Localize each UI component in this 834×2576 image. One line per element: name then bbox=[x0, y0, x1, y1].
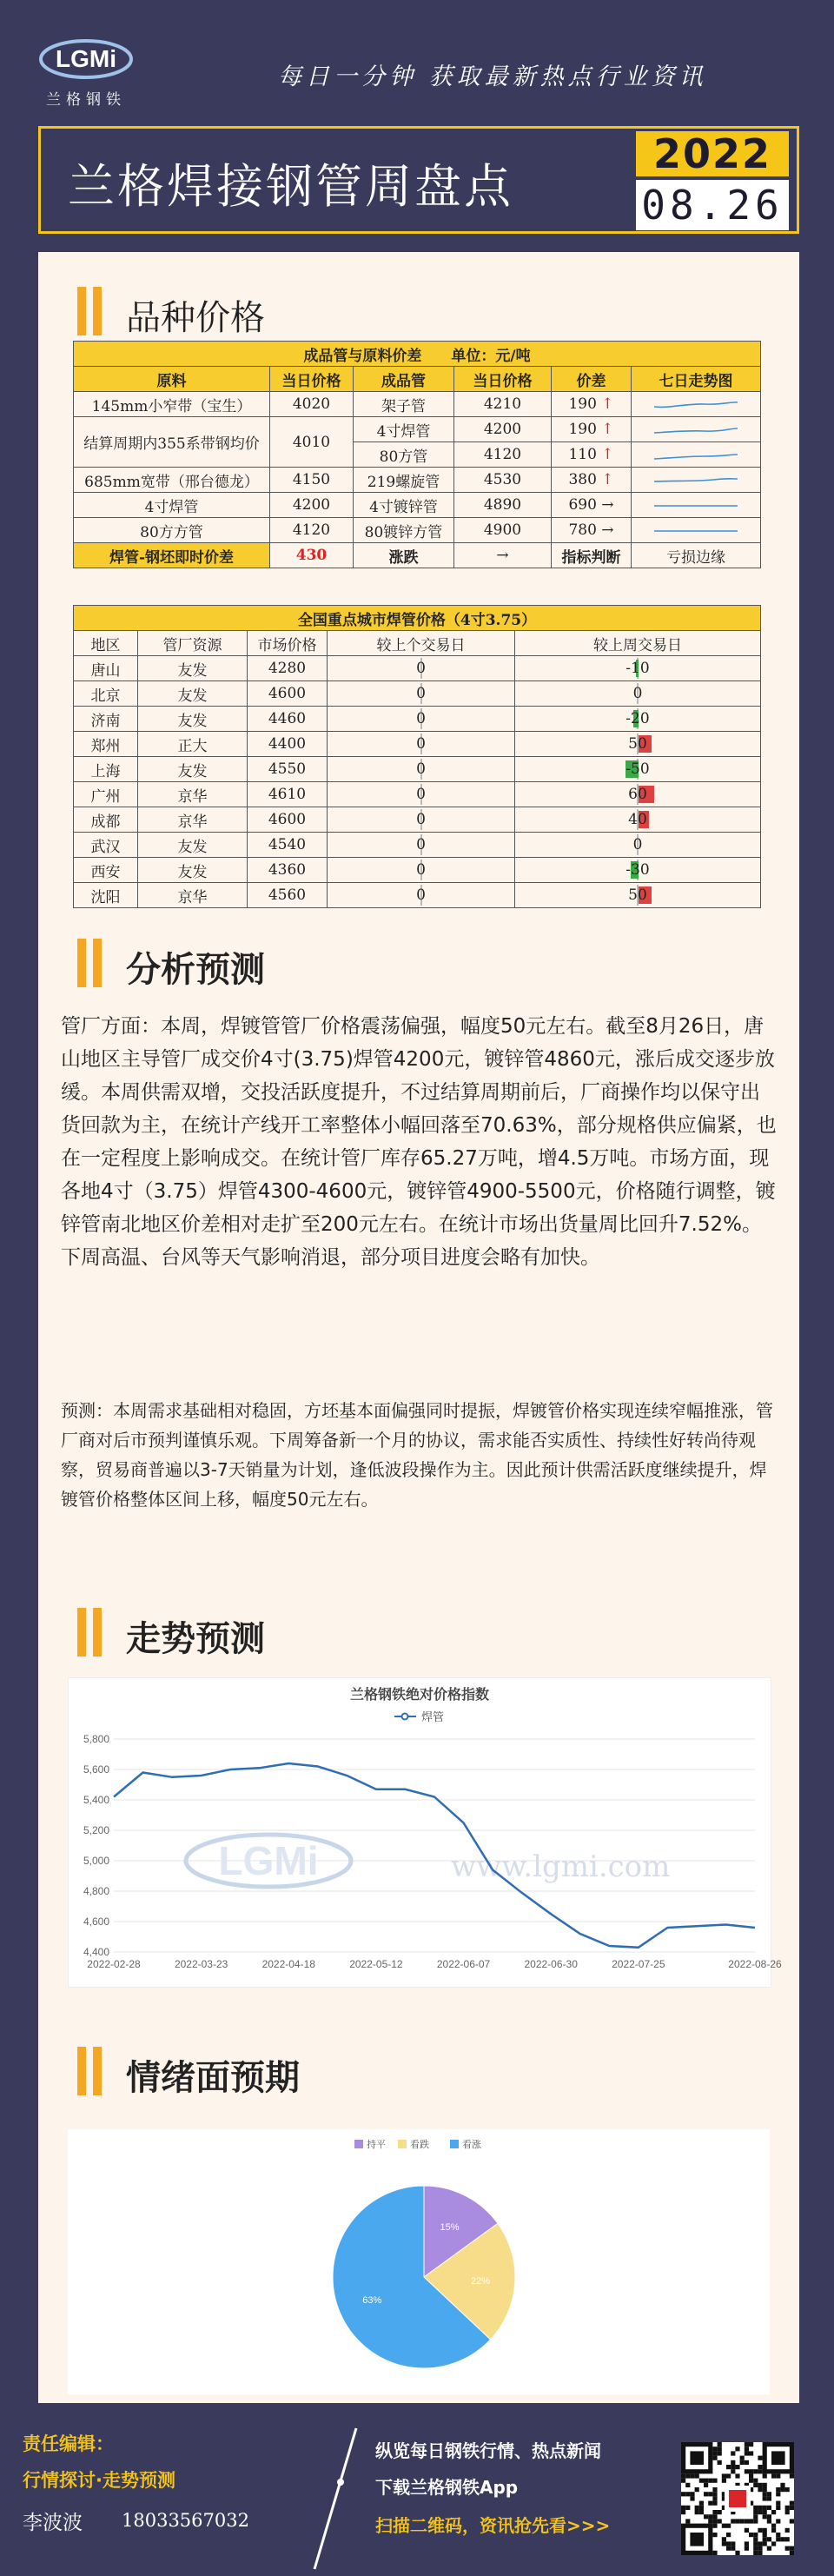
table-row: 80方管 4120 110 ↑ bbox=[74, 442, 761, 468]
table-row: 上海 友发 4550 0 -50 bbox=[74, 757, 761, 782]
column-header: 地区 bbox=[74, 631, 138, 656]
qr-code-icon[interactable] bbox=[681, 2442, 794, 2555]
table-row: 4寸焊管 4200 4寸镀锌管 4890 690 → bbox=[74, 493, 761, 518]
table-row: 济南 友发 4460 0 -20 bbox=[74, 707, 761, 732]
section-title: 品种价格 bbox=[126, 298, 265, 338]
table-row: 广州 京华 4610 0 60 bbox=[74, 782, 761, 807]
divider-pen-icon bbox=[295, 2425, 374, 2573]
x-tick-label: 2022-02-28 bbox=[87, 1958, 141, 1970]
y-tick-label: 4,800 bbox=[83, 1885, 109, 1897]
section-bar-icon bbox=[93, 939, 102, 987]
column-header: 价差 bbox=[552, 367, 632, 392]
line-chart bbox=[69, 1678, 782, 1987]
sparkline-icon bbox=[652, 422, 739, 437]
column-header: 原料 bbox=[74, 367, 270, 392]
content-panel bbox=[38, 252, 799, 2403]
table-row: 成都 京华 4600 0 40 bbox=[74, 807, 761, 833]
y-tick-label: 5,200 bbox=[83, 1824, 109, 1836]
spread-table bbox=[73, 341, 761, 568]
footer bbox=[0, 2416, 834, 2576]
svg-text:LGMi: LGMi bbox=[56, 45, 116, 72]
y-tick-label: 5,400 bbox=[83, 1794, 109, 1806]
editor-role: 行情探讨·走势预测 bbox=[23, 2470, 175, 2491]
editor-label: 责任编辑： bbox=[23, 2433, 114, 2454]
table-row: 武汉 友发 4540 0 0 bbox=[74, 833, 761, 858]
table-row: 沈阳 京华 4560 0 50 bbox=[74, 883, 761, 908]
x-tick-label: 2022-06-07 bbox=[436, 1958, 491, 1970]
table-row: 685mm宽带（邢台德龙） 4150 219螺旋管 4530 380 ↑ bbox=[74, 468, 761, 493]
y-tick-label: 5,000 bbox=[83, 1855, 109, 1867]
table-row: 唐山 友发 4280 0 -10 bbox=[74, 656, 761, 681]
pie-chart bbox=[68, 2129, 770, 2394]
promo-line-3[interactable]: 扫描二维码，资讯抢先看>>> bbox=[375, 2515, 611, 2536]
slice-label: 63% bbox=[362, 2294, 382, 2306]
city-table-header bbox=[74, 631, 761, 656]
lgmi-logo-icon bbox=[38, 38, 134, 80]
spread-table-header bbox=[74, 367, 761, 392]
section-bar-icon bbox=[93, 287, 102, 335]
date-month-day: 08.26 bbox=[636, 180, 789, 230]
editor-phone: 18033567032 bbox=[122, 2510, 249, 2531]
section-bar-icon bbox=[77, 2047, 86, 2095]
line-chart-card bbox=[68, 1677, 782, 1988]
section-bar-icon bbox=[93, 1608, 102, 1656]
page-title: 兰格焊接钢管周盘点 bbox=[68, 159, 513, 214]
legend-swatch bbox=[398, 2140, 407, 2148]
sparkline-icon bbox=[652, 472, 739, 488]
x-tick-label: 2022-08-26 bbox=[728, 1958, 782, 1970]
y-tick-label: 5,800 bbox=[83, 1733, 109, 1745]
table-row: 80方方管 4120 80镀锌方管 4900 780 → bbox=[74, 518, 761, 543]
column-header: 当日价格 bbox=[270, 367, 354, 392]
column-header: 管厂资源 bbox=[138, 631, 248, 656]
table-row: 结算周期内355系带钢均价 4010 4寸焊管 4200 190 ↑ bbox=[74, 417, 761, 442]
promo-line-1: 纵览每日钢铁行情、热点新闻 bbox=[375, 2440, 601, 2461]
chart-title: 兰格钢铁绝对价格指数 bbox=[349, 1688, 490, 1703]
pie-chart-card bbox=[68, 2129, 770, 2394]
city-table-title: 全国重点城市焊管价格（4寸3.75） bbox=[74, 606, 761, 631]
y-tick-label: 4,600 bbox=[83, 1915, 109, 1928]
slice-label: 15% bbox=[440, 2221, 460, 2233]
analysis-paragraph-2: 预测：本周需求基础相对稳固，方坯基本面偏强同时提振，焊镀管价格实现连续窄幅推涨，管厂商对后市预判谨慎乐观。下周筹备新一个月的协议，需求能否实质性、持续性好转尚待观察，贸易商普遍以3-7天销量为计划，逢低波段操作为主。因此预计供需活跃度继续提升，焊镀管价格整体区间上移，幅度50元左右。 bbox=[61, 1400, 773, 1510]
table-row: 145mm小窄带（宝生） 4020 架子管 4210 190 ↑ bbox=[74, 392, 761, 417]
watermark-text: www.lgmi.com bbox=[451, 1849, 671, 1884]
table-row: 北京 友发 4600 0 0 bbox=[74, 681, 761, 707]
section-bar-icon bbox=[77, 287, 86, 335]
section-title: 分析预测 bbox=[126, 950, 265, 990]
brand-name: 兰格钢铁 bbox=[46, 91, 126, 109]
sparkline-icon bbox=[652, 497, 739, 513]
analysis-paragraph-1: 管厂方面：本周，焊镀管管厂价格震荡偏强，幅度50元左右。截至8月26日，唐山地区主导管厂成交价4寸(3.75)焊管4200元，镀锌管4860元，涨后成交逐步放缓。本周供需双增，交投活跃度提升，不过结算周期前后，厂商操作均以保守出货回款为主，在统计产线开工率整体小幅回落至70.63%，部分规格供应偏紧，也在一定程度上影响成交。在统计管厂库存65.27万吨，增4.5万吨。市场方面，现各地4寸（3.75）焊管4300-4600元，镀锌管4900-5500元，价格随行调整，镀锌管南北地区价差相对走扩至200元左右。在统计市场出货量周比回升7.52%。下周高温、台风等天气影响消退，部分项目进度会略有加快。 bbox=[61, 1015, 777, 1269]
sparkline-icon bbox=[652, 396, 739, 412]
legend-label: 焊管 bbox=[421, 1710, 445, 1723]
column-header: 七日走势图 bbox=[632, 367, 761, 392]
legend-label: 持平 bbox=[367, 2140, 386, 2150]
column-header: 当日价格 bbox=[454, 367, 552, 392]
spread-summary-row: 焊管-钢坯即时价差 430 涨跌 → 指标判断 亏损边缘 bbox=[74, 543, 761, 568]
x-tick-label: 2022-04-18 bbox=[261, 1958, 315, 1970]
sparkline-icon bbox=[652, 447, 739, 462]
slice-label: 22% bbox=[470, 2276, 490, 2287]
table-row: 郑州 正大 4400 0 50 bbox=[74, 732, 761, 757]
x-tick-label: 2022-07-25 bbox=[612, 1958, 665, 1970]
date-year: 2022 bbox=[636, 131, 789, 176]
watermark-logo-text: LGMi bbox=[218, 1838, 319, 1883]
table-row: 西安 友发 4360 0 -30 bbox=[74, 858, 761, 883]
legend-label: 看涨 bbox=[462, 2140, 481, 2150]
section-bar-icon bbox=[77, 1608, 86, 1656]
section-bar-icon bbox=[93, 2047, 102, 2095]
brand-logo bbox=[38, 38, 134, 108]
y-tick-label: 5,600 bbox=[83, 1763, 109, 1776]
section-title: 走势预测 bbox=[126, 1619, 265, 1659]
promo-line-2: 下载兰格钢铁App bbox=[375, 2477, 519, 2498]
legend-swatch bbox=[450, 2140, 459, 2148]
column-header: 较上周交易日 bbox=[515, 631, 761, 656]
column-header: 成品管 bbox=[354, 367, 454, 392]
date-badge bbox=[626, 126, 799, 234]
column-header: 较上个交易日 bbox=[328, 631, 515, 656]
slogan: 每日一分钟 获取最新热点行业资讯 bbox=[278, 63, 707, 90]
section-title: 情绪面预期 bbox=[126, 2058, 300, 2098]
editor-name: 李波波 bbox=[23, 2512, 83, 2534]
column-header: 市场价格 bbox=[248, 631, 328, 656]
x-tick-label: 2022-05-12 bbox=[349, 1958, 403, 1970]
legend-label: 看跌 bbox=[410, 2140, 429, 2150]
spread-table-title: 成品管与原料价差 单位：元/吨 bbox=[74, 342, 761, 367]
city-price-table bbox=[73, 605, 761, 908]
section-bar-icon bbox=[77, 939, 86, 987]
x-tick-label: 2022-06-30 bbox=[524, 1958, 578, 1970]
y-tick-label: 4,400 bbox=[83, 1946, 109, 1958]
x-tick-label: 2022-03-23 bbox=[174, 1958, 228, 1970]
sparkline-icon bbox=[652, 522, 739, 538]
legend-swatch bbox=[354, 2140, 363, 2148]
